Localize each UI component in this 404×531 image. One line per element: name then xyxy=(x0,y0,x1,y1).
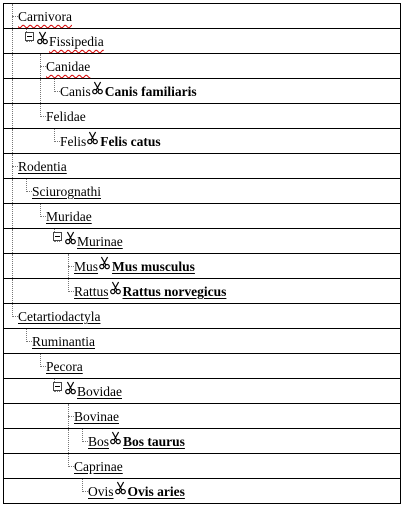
scissors-icon xyxy=(110,431,121,445)
tree-row[interactable] xyxy=(4,229,400,254)
tree-node[interactable] xyxy=(46,106,86,126)
scissors-icon xyxy=(87,131,98,145)
tree-node[interactable] xyxy=(46,356,83,376)
species-name: Rattus norvegicus xyxy=(122,284,227,299)
tree-node-label: Pecora xyxy=(46,359,83,374)
tree-node[interactable] xyxy=(53,231,123,251)
tree-node[interactable] xyxy=(74,281,226,301)
tree-node[interactable] xyxy=(88,481,185,501)
tree-guide-line xyxy=(40,79,41,103)
tree-row[interactable] xyxy=(4,129,400,154)
tree-guide-line xyxy=(12,29,13,53)
species-name: Mus musculus xyxy=(112,259,195,274)
tree-row[interactable] xyxy=(4,204,400,229)
tree-row[interactable] xyxy=(4,404,400,429)
species-name: Bos taurus xyxy=(123,434,185,449)
tree-row[interactable] xyxy=(4,454,400,479)
tree-row[interactable] xyxy=(4,4,400,29)
tree-node-label: Canidae xyxy=(46,59,91,74)
tree-guide-line xyxy=(12,179,13,203)
tree-guide-line xyxy=(12,79,13,103)
tree-node-label: Sciurognathi xyxy=(32,184,101,199)
tree-node[interactable] xyxy=(46,206,92,226)
tree-node-label: Cetartiodactyla xyxy=(18,309,101,324)
tree-node[interactable] xyxy=(46,56,90,76)
tree-guide-line xyxy=(12,204,13,228)
tree-node-label: Canis xyxy=(60,84,91,99)
tree-node-label: Felidae xyxy=(46,109,86,124)
tree-row[interactable] xyxy=(4,54,400,79)
tree-guide-line xyxy=(12,254,13,278)
scissors-icon xyxy=(99,256,110,270)
tree-node-label: Ovis xyxy=(88,484,114,499)
tree-node-label: Muridae xyxy=(46,209,92,224)
tree-node-label: Rattus xyxy=(74,284,109,299)
scissors-icon xyxy=(92,81,103,95)
tree-row[interactable] xyxy=(4,429,400,454)
scissors-icon xyxy=(115,481,126,495)
scissors-icon xyxy=(65,231,76,245)
tree-node[interactable] xyxy=(18,306,100,326)
tree-row[interactable] xyxy=(4,179,400,204)
species-name: Canis familiaris xyxy=(104,84,197,99)
tree-node[interactable] xyxy=(18,156,67,176)
tree-row[interactable] xyxy=(4,154,400,179)
tree-node[interactable] xyxy=(32,181,101,201)
tree-node-label: Bos xyxy=(88,434,110,449)
tree-node[interactable] xyxy=(74,406,119,426)
species-name: Felis catus xyxy=(100,134,161,149)
tree-node[interactable] xyxy=(74,456,123,476)
scissors-icon xyxy=(37,31,48,45)
tree-node[interactable] xyxy=(18,6,72,26)
tree-guide-line xyxy=(12,279,13,303)
tree-row[interactable] xyxy=(4,354,400,379)
tree-row[interactable] xyxy=(4,304,400,329)
scissors-icon xyxy=(110,281,121,295)
scissors-icon xyxy=(65,381,76,395)
tree-node-label: Ruminantia xyxy=(32,334,95,349)
tree-node-label: Caprinae xyxy=(74,459,123,474)
tree-guide-line xyxy=(12,54,13,78)
tree-node-label: Carnivora xyxy=(18,9,72,24)
tree-node-label: Fissipedia xyxy=(49,34,104,49)
tree-row[interactable] xyxy=(4,479,400,504)
tree-row[interactable] xyxy=(4,79,400,104)
tree-node[interactable] xyxy=(60,131,161,151)
collapse-icon[interactable] xyxy=(53,232,62,241)
tree-node[interactable] xyxy=(74,256,195,276)
tree-node[interactable] xyxy=(32,331,95,351)
tree-guide-line xyxy=(12,104,13,128)
tree-row[interactable] xyxy=(4,29,400,54)
tree-node-label: Bovinae xyxy=(74,409,119,424)
tree-guide-line xyxy=(12,229,13,253)
tree-row[interactable] xyxy=(4,279,400,304)
tree-node[interactable] xyxy=(60,81,197,101)
collapse-icon[interactable] xyxy=(53,382,62,391)
tree-node-label: Mus xyxy=(74,259,99,274)
tree-guide-line xyxy=(12,129,13,153)
tree-row[interactable] xyxy=(4,379,400,404)
tree-node-label: Felis xyxy=(60,134,87,149)
species-name: Ovis aries xyxy=(127,484,185,499)
collapse-icon[interactable] xyxy=(25,32,34,41)
taxonomy-tree xyxy=(3,3,401,504)
tree-guide-line xyxy=(68,429,69,453)
tree-node[interactable] xyxy=(25,31,104,51)
tree-row[interactable] xyxy=(4,254,400,279)
tree-node[interactable] xyxy=(53,381,122,401)
tree-row[interactable] xyxy=(4,329,400,354)
tree-row[interactable] xyxy=(4,104,400,129)
tree-node-label: Bovidae xyxy=(77,384,122,399)
tree-node[interactable] xyxy=(88,431,185,451)
tree-node-label: Murinae xyxy=(77,234,123,249)
tree-node-label: Rodentia xyxy=(18,159,67,174)
